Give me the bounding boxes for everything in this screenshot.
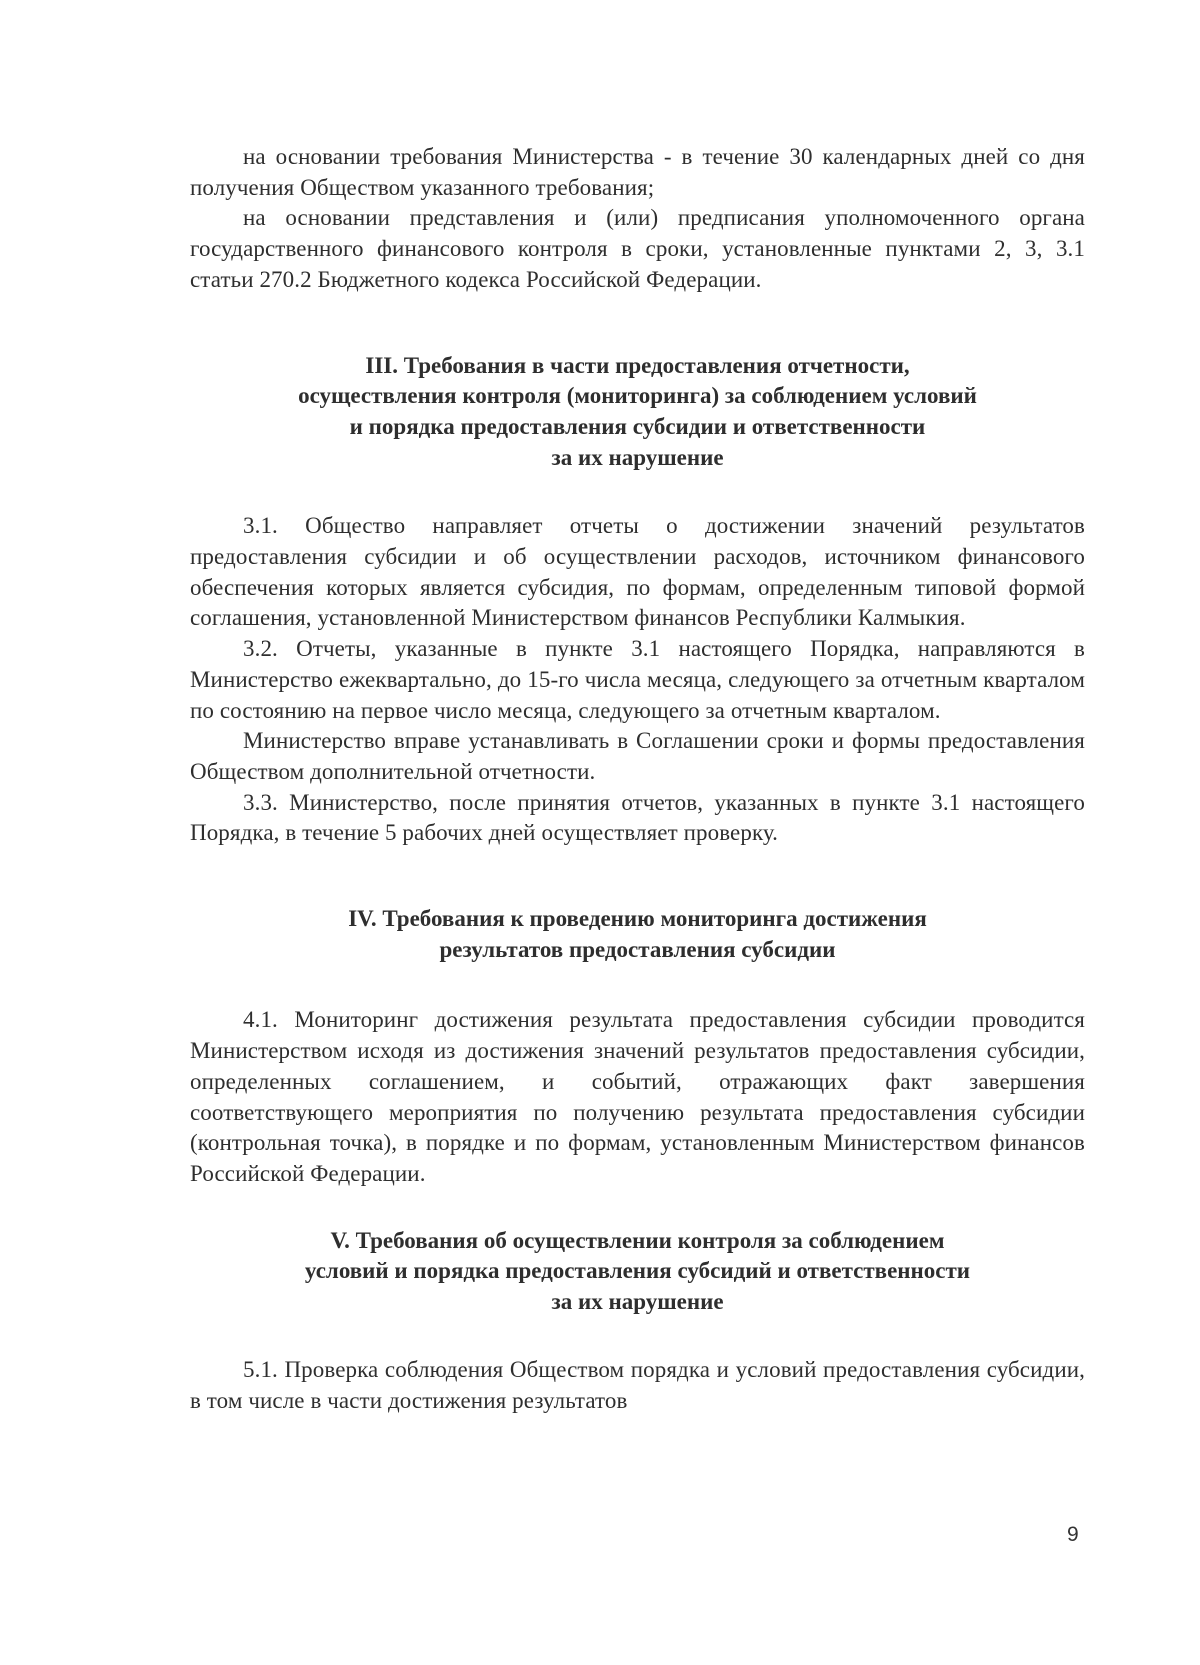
heading-line: условий и порядка предоставления субсидий и ответственности — [304, 1258, 971, 1284]
paragraph-3-3: 3.3. Министерство, после принятия отчетов, указанных в пункте 3.1 настоящего Порядка, в течение 5 рабочих дней осуществляет проверку. — [190, 789, 1085, 846]
paragraph-4-1: 4.1. Мониторинг достижения результата предоставления субсидии проводится Министерством исходя из достижения значений результатов предоставления субсидии, определенных соглашением, и событий, отражающих факт завершения соответствующего мероприятия по получению результата предоставления субсидии (контрольная точка), в порядке и по формам, установленным Министерством финансов Российской Федерации. — [190, 1007, 1085, 1186]
heading-line: IV. Требования к проведению мониторинга достижения — [348, 906, 927, 932]
paragraph: Министерство вправе устанавливать в Соглашении сроки и формы предоставления Обществом дополнительной отчетности. — [190, 728, 1085, 784]
paragraph-3-1: 3.1. Общество направляет отчеты о достижении значений результатов предоставления субсидии и об осуществлении расходов, источником финансового обеспечения которых является субсидия, по формам, определенным типовой формой соглашения, установленной Министерством финансов Республики Калмыкия. — [190, 513, 1085, 631]
heading-line: за их нарушение — [551, 1289, 724, 1315]
page-number: 9 — [1067, 1523, 1079, 1546]
heading-line: и порядка предоставления субсидии и ответственности — [349, 413, 926, 439]
heading-line: V. Требования об осуществлении контроля за соблюдением — [330, 1227, 945, 1253]
section-5-heading — [190, 1226, 1085, 1318]
document-body — [190, 142, 1085, 1416]
paragraph-5-1: 5.1. Проверка соблюдения Обществом порядка и условий предоставления субсидии, в том числе в части достижения результатов — [190, 1356, 1085, 1413]
paragraph: на основании требования Министерства - в течение 30 календарных дней со дня получения Обществом указанного требования; — [190, 144, 1085, 200]
section-4-heading — [190, 904, 1085, 965]
section-3-heading — [190, 351, 1085, 474]
heading-line: осуществления контроля (мониторинга) за соблюдением условий — [298, 383, 977, 409]
heading-line: результатов предоставления субсидии — [439, 936, 836, 962]
paragraph: на основании представления и (или) предписания уполномоченного органа государственного финансового контроля в сроки, установленные пунктами 2, 3, 3.1 статьи 270.2 Бюджетного кодекса Российской Федерации. — [190, 205, 1085, 292]
paragraph-3-2: 3.2. Отчеты, указанные в пункте 3.1 настоящего Порядка, направляются в Министерство ежеквартально, до 15-го числа месяца, следующего за отчетным кварталом по состоянию на первое число месяца, следующего за отчетным кварталом. — [190, 636, 1085, 723]
heading-line: за их нарушение — [551, 444, 724, 470]
heading-line: III. Требования в части предоставления отчетности, — [365, 352, 910, 378]
